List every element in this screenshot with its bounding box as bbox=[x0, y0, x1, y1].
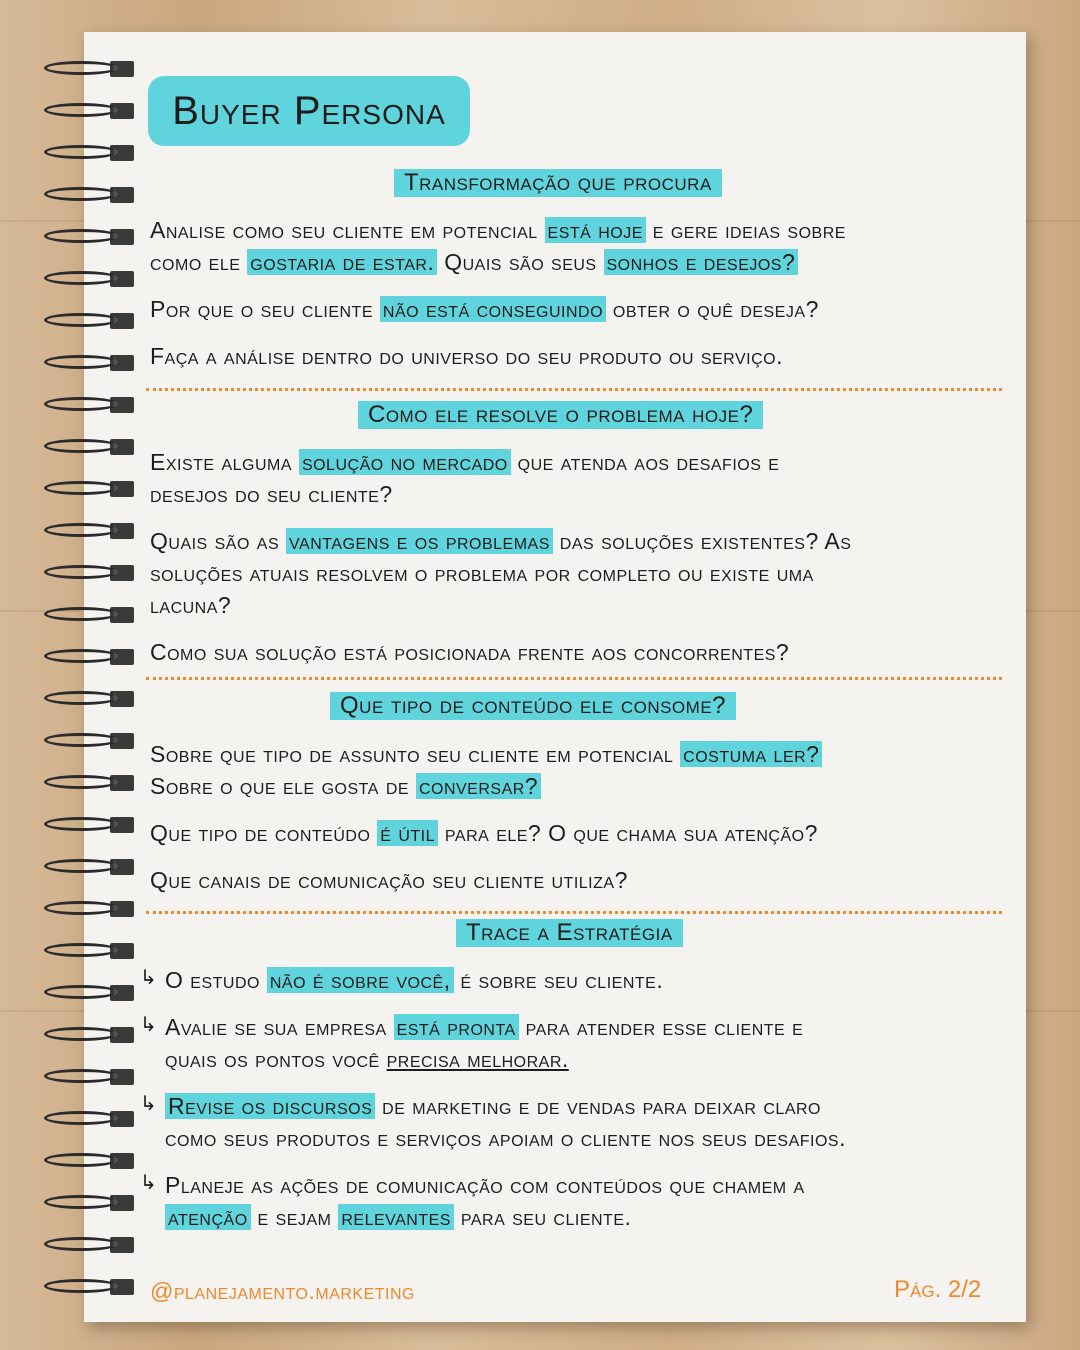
text: para atender esse cliente e bbox=[518, 1014, 804, 1040]
text: é sobre seu cliente. bbox=[453, 967, 664, 993]
paragraph bbox=[150, 246, 1020, 278]
text: Analise como seu cliente em potencial bbox=[150, 217, 545, 243]
highlight: solução no mercado bbox=[299, 449, 511, 475]
text: como ele bbox=[150, 249, 248, 275]
text: para seu cliente. bbox=[453, 1204, 632, 1230]
text: quais os pontos você bbox=[165, 1046, 387, 1072]
bullet-item bbox=[165, 964, 1035, 996]
paragraph bbox=[150, 770, 1020, 802]
divider bbox=[146, 677, 1002, 680]
text: Por que o seu cliente bbox=[150, 296, 380, 322]
paragraph bbox=[150, 446, 1020, 478]
divider bbox=[146, 911, 1002, 914]
text: Quais são as bbox=[150, 528, 287, 554]
arrow-icon: ↳ bbox=[140, 1014, 157, 1036]
highlight: sonhos e desejos? bbox=[604, 249, 799, 275]
paragraph: Faça a análise dentro do universo do seu produto ou serviço. bbox=[150, 343, 783, 369]
text: de marketing e de vendas para deixar claro bbox=[375, 1093, 822, 1119]
underline-text: precisa melhorar. bbox=[386, 1046, 569, 1072]
paragraph: Como sua solução está posicionada frente aos concorrentes? bbox=[150, 639, 790, 665]
bullet-item: Planeje as ações de comunicação com conteúdos que chamem a bbox=[165, 1172, 805, 1198]
text: Sobre o que ele gosta de bbox=[150, 773, 416, 799]
highlight: não está conseguindo bbox=[380, 296, 606, 322]
section-heading-conteudo: Que tipo de conteúdo ele consome? bbox=[330, 692, 736, 720]
arrow-icon: ↳ bbox=[140, 967, 157, 989]
highlight: gostaria de estar. bbox=[247, 249, 437, 275]
paragraph bbox=[150, 738, 1020, 770]
text: e sejam bbox=[250, 1204, 339, 1230]
text: e gere ideias sobre bbox=[645, 217, 846, 243]
paragraph bbox=[150, 293, 1020, 325]
text: Sobre que tipo de assunto seu cliente em potencial bbox=[150, 741, 681, 767]
text: Existe alguma bbox=[150, 449, 299, 475]
highlight: relevantes bbox=[338, 1204, 454, 1230]
highlight: atenção bbox=[165, 1204, 251, 1230]
bullet-item bbox=[165, 1043, 1035, 1075]
text: O estudo bbox=[165, 967, 267, 993]
arrow-icon: ↳ bbox=[140, 1093, 157, 1115]
text: Que tipo de conteúdo bbox=[150, 820, 378, 846]
paragraph: desejos do seu cliente? bbox=[150, 481, 393, 507]
page-number: Pág. 2/2 bbox=[894, 1276, 982, 1303]
paragraph: Que canais de comunicação seu cliente utiliza? bbox=[150, 867, 628, 893]
page-title: Buyer Persona bbox=[148, 76, 470, 146]
highlight: conversar? bbox=[416, 773, 541, 799]
paragraph bbox=[150, 817, 1020, 849]
text: para ele? O que chama sua atenção? bbox=[438, 820, 818, 846]
highlight: vantagens e os problemas bbox=[286, 528, 553, 554]
section-heading-estrategia: Trace a Estratégia bbox=[456, 919, 683, 947]
footer-handle[interactable]: @planejamento.marketing bbox=[150, 1278, 415, 1304]
text: Avalie se sua empresa bbox=[165, 1014, 394, 1040]
bullet-item bbox=[165, 1201, 1035, 1233]
section-heading-transformacao: Transformação que procura bbox=[394, 169, 722, 197]
highlight: Revise os discursos bbox=[165, 1093, 375, 1119]
section-heading-resolve: Como ele resolve o problema hoje? bbox=[358, 401, 763, 429]
paragraph bbox=[150, 214, 1020, 246]
text: das soluções existentes? As bbox=[552, 528, 852, 554]
text: que atenda aos desafios e bbox=[510, 449, 780, 475]
highlight: está hoje bbox=[545, 217, 646, 243]
paragraph: lacuna? bbox=[150, 592, 232, 618]
highlight: costuma ler? bbox=[680, 741, 822, 767]
bullet-item bbox=[165, 1011, 1035, 1043]
highlight: é útil bbox=[377, 820, 438, 846]
highlight: não é sobre você, bbox=[267, 967, 454, 993]
arrow-icon: ↳ bbox=[140, 1172, 157, 1194]
divider bbox=[146, 388, 1002, 391]
paragraph: soluções atuais resolvem o problema por completo ou existe uma bbox=[150, 560, 814, 586]
bullet-item bbox=[165, 1090, 1035, 1122]
paragraph bbox=[150, 525, 1020, 557]
highlight: está pronta bbox=[394, 1014, 519, 1040]
text: obter o quê deseja? bbox=[606, 296, 819, 322]
text: Quais são seus bbox=[437, 249, 604, 275]
bullet-item: como seus produtos e serviços apoiam o cliente nos seus desafios. bbox=[165, 1125, 846, 1151]
